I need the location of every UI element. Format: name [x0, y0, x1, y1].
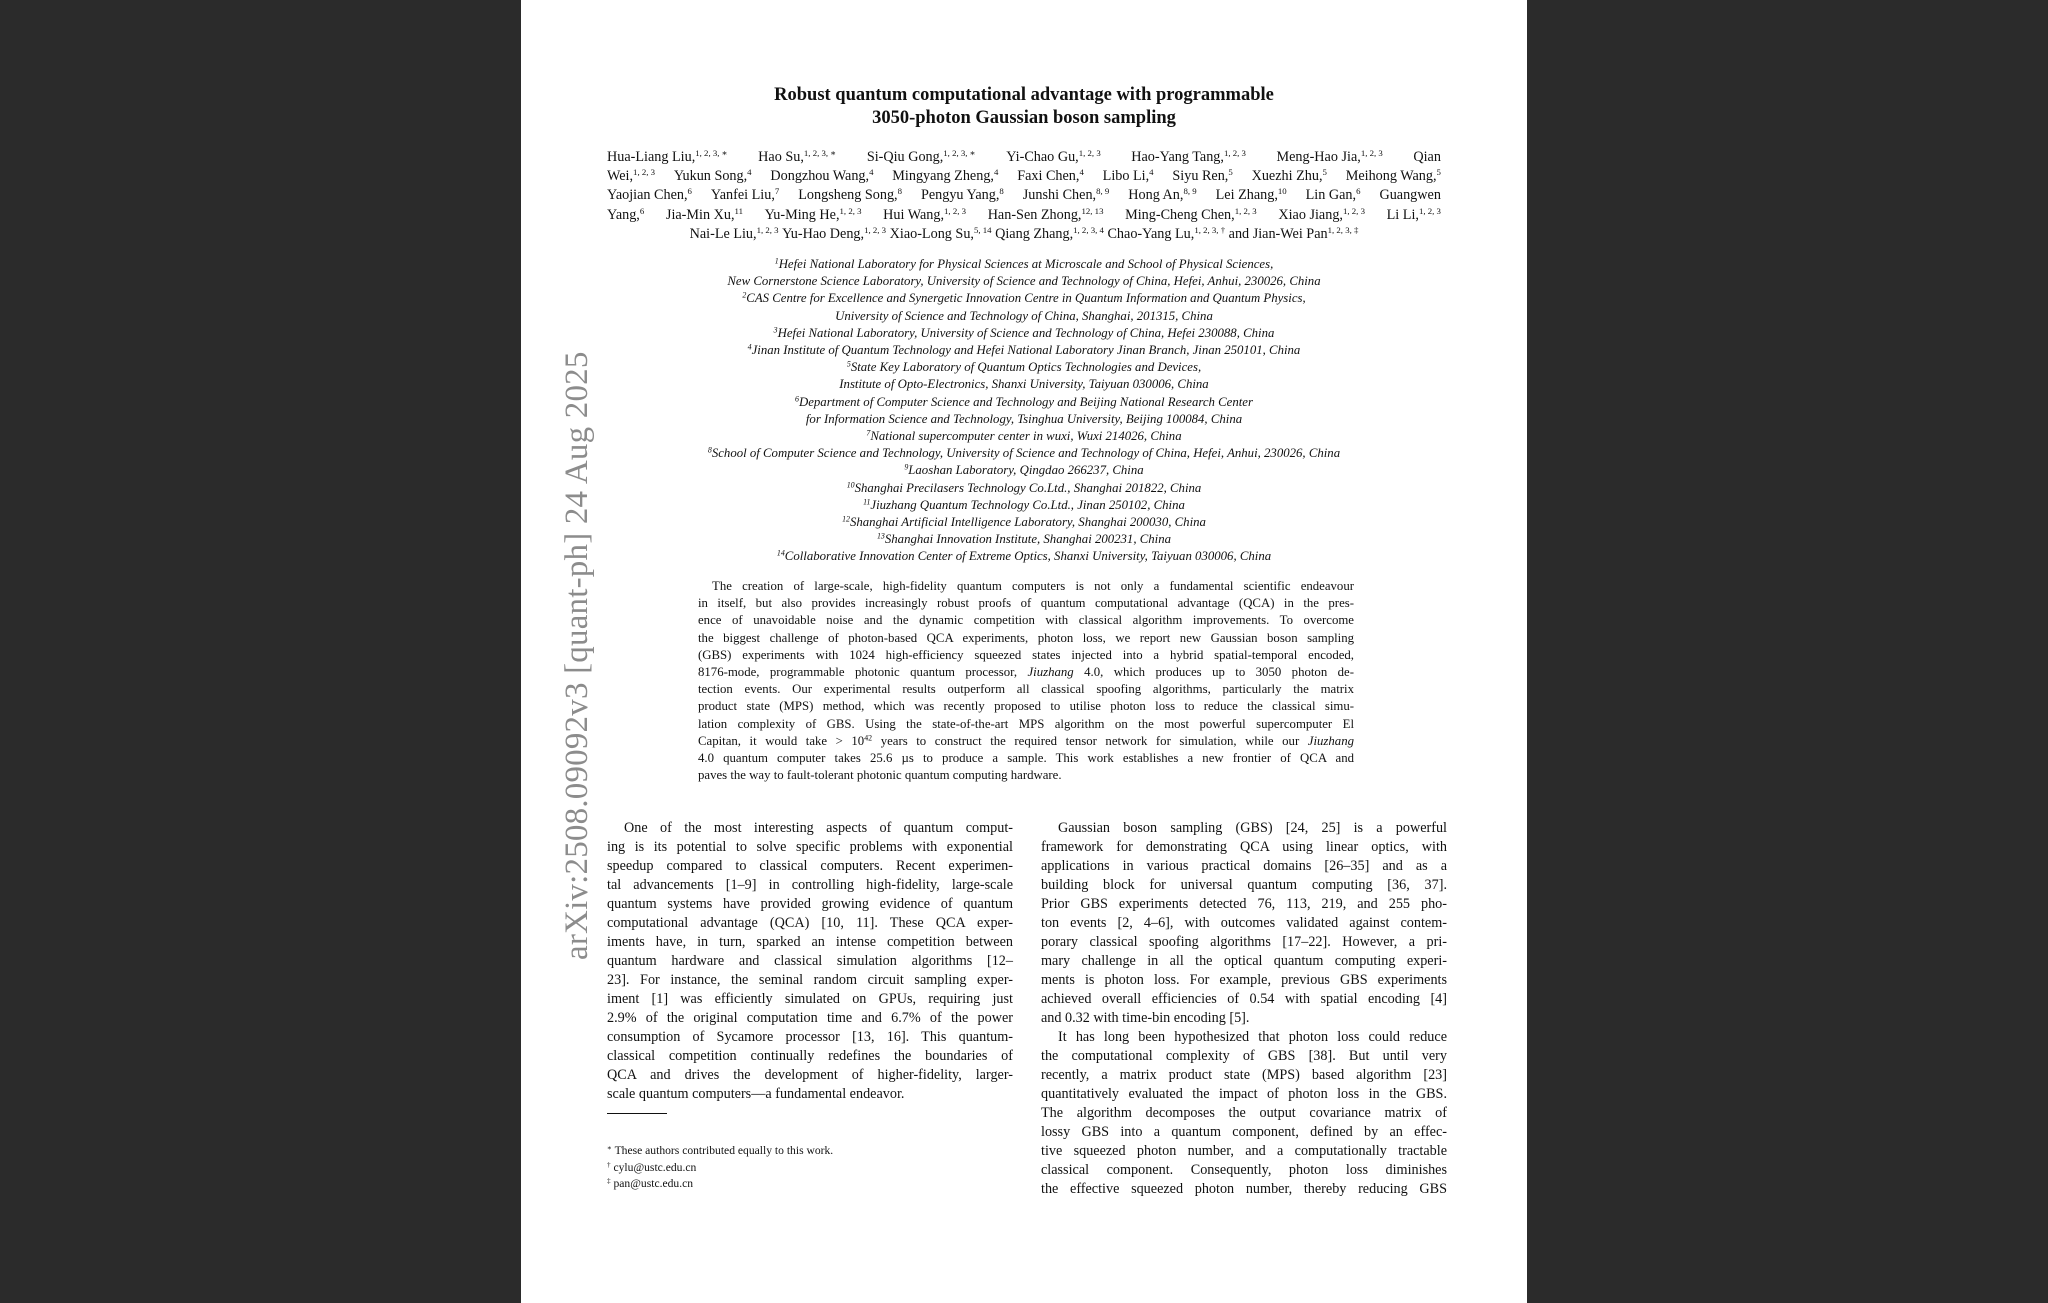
body-line: tal advancements [1–9] in controlling high-fidelity, large-scale: [607, 877, 1013, 893]
affiliation-line: $^{13}$Shanghai Innovation Institute, Shanghai 200231, China: [876, 531, 1172, 547]
footnote-equal-contribution: ∗ These authors contributed equally to this work.: [607, 1144, 834, 1157]
body-line: recently, a matrix product state (MPS) based algorithm [23]: [1041, 1067, 1447, 1083]
abstract-line: ence of unavoidable noise and the dynamic competition with classical algorithm improvements. To overcome: [698, 613, 1354, 628]
affiliation-line: $^9$Laoshan Laboratory, Qingdao 266237, China: [904, 463, 1144, 478]
affiliation-line: $^3$Hefei National Laboratory, University of Science and Technology of China, Hefei 230088, China: [773, 325, 1275, 340]
abstract-line: 8176-mode, programmable photonic quantum processor, Jiuzhang 4.0, which produces up to 3050 photon de-: [698, 665, 1354, 680]
body-line: applications in various practical domains [26–35] and as a: [1041, 858, 1447, 874]
abstract-line: 4.0 quantum computer takes 25.6 µs to produce a sample. This work establishes a new frontier of QCA and: [698, 751, 1354, 766]
body-line: building block for universal quantum computing [36, 37].: [1041, 877, 1447, 893]
body-line: QCA and drives the development of higher-fidelity, larger-: [607, 1067, 1013, 1083]
body-line: porary classical spoofing algorithms [17–22]. However, a pri-: [1041, 934, 1447, 950]
abstract: [698, 578, 1354, 784]
body-line: 23]. For instance, the seminal random circuit sampling exper-: [607, 972, 1013, 988]
body-line: lossy GBS into a quantum component, defined by an effec-: [1041, 1124, 1447, 1140]
abstract-line: (GBS) experiments with 1024 high-efficiency squeezed states injected into a hybrid spatial-temporal encoded,: [698, 647, 1354, 662]
affiliation-line: $^{14}$Collaborative Innovation Center of Extreme Optics, Shanxi University, Taiyuan 030006, China: [776, 549, 1272, 564]
body-line: quantum systems have provided growing evidence of quantum: [607, 896, 1013, 912]
title-line: 3050-photon Gaussian boson sampling: [872, 108, 1176, 128]
affiliation-line: $^1$Hefei National Laboratory for Physical Sciences at Microscale and School of Physical Sciences,: [774, 256, 1274, 271]
affiliation-line: $^8$School of Computer Science and Technology, University of Science and Technology of China, Hefei, Anhui, 230026, China: [707, 445, 1341, 461]
affiliation-line: $^4$Jinan Institute of Quantum Technology and Hefei National Laboratory Jinan Branch, Jinan 250101, China: [747, 342, 1301, 358]
body-line: iments have, in turn, sparked an intense competition between: [607, 934, 1013, 950]
affiliation-line: $^7$National supercomputer center in wuxi, Wuxi 214026, China: [866, 428, 1182, 444]
body-line: classical competition continually redefines the boundaries of: [607, 1048, 1013, 1064]
affiliation-line: for Information Science and Technology, Tsinghua University, Beijing 100084, China: [805, 411, 1243, 426]
body-line: Gaussian boson sampling (GBS) [24, 25] is a powerful: [1058, 820, 1447, 836]
abstract-line: paves the way to fault-tolerant photonic quantum computing hardware.: [698, 768, 1062, 783]
body-line: quantitatively evaluated the impact of photon loss in the GBS.: [1041, 1086, 1447, 1102]
author-line: Nai-Le Liu,$^{1, 2, 3}$ Yu-Hao Deng,$^{1, 2, 3}$ Xiao-Long Su,$^{5, 14}$ Qiang Zhang,$^{1, 2, 3, 4}$ Chao-Yang Lu,$^{1, 2, 3, \dagger}$ and Jian-Wei Pan$^{1, 2, 3, \ddagger}$: [689, 224, 1359, 242]
body-line: The algorithm decomposes the output covariance matrix of: [1041, 1105, 1447, 1121]
affiliation-list: [521, 256, 1527, 566]
author-list: [607, 148, 1441, 244]
body-line: One of the most interesting aspects of quantum comput-: [624, 820, 1013, 836]
body-line: and 0.32 with time-bin encoding [5].: [1041, 1010, 1250, 1026]
footnotes: [607, 1143, 833, 1193]
body-column-left: [607, 819, 1013, 1104]
body-line: tive squeezed photon number, and a computationally tractable: [1041, 1143, 1447, 1159]
author-line: Wei,$^{1, 2, 3}$ Yukun Song,$^4$ Dongzhou Wang,$^4$ Mingyang Zheng,$^4$ Faxi Chen,$^4$ Libo Li,$^4$ Siyu Ren,$^5$ Xuezhi Zhu,$^5$ Meihong Wang,$^5$: [607, 167, 1441, 185]
paper-page: [521, 0, 1527, 1303]
body-line: consumption of Sycamore processor [13, 16]. This quantum-: [607, 1029, 1013, 1045]
abstract-line: The creation of large-scale, high-fidelity quantum computers is not only a fundamental scientific endeavour: [712, 579, 1354, 593]
title-line: Robust quantum computational advantage with programmable: [774, 85, 1274, 105]
author-line: Yang,$^6$ Jia-Min Xu,$^{11}$ Yu-Ming He,$^{1, 2, 3}$ Hui Wang,$^{1, 2, 3}$ Han-Sen Zhong,$^{12, 13}$ Ming-Cheng Chen,$^{1, 2, 3}$ Xiao Jiang,$^{1, 2, 3}$ Li Li,$^{1, 2, 3}$: [607, 205, 1441, 223]
body-line: 2.9% of the original computation time and 6.7% of the power: [607, 1010, 1013, 1026]
abstract-line: product state (MPS) method, which was recently proposed to utilise photon loss to reduce the classical simu-: [698, 699, 1354, 714]
body-line: the effective squeezed photon number, thereby reducing GBS: [1041, 1181, 1447, 1197]
body-line: ing is its potential to solve specific problems with exponential: [607, 839, 1013, 855]
affiliation-line: Institute of Opto-Electronics, Shanxi University, Taiyuan 030006, China: [839, 377, 1209, 392]
paper-title: [521, 84, 1527, 130]
body-line: the computational complexity of GBS [38]. But until very: [1041, 1048, 1447, 1064]
body-line: It has long been hypothesized that photon loss could reduce: [1058, 1029, 1447, 1045]
body-line: ton events [2, 4–6], with outcomes validated against contem-: [1041, 915, 1447, 931]
body-line: quantum hardware and classical simulation algorithms [12–: [607, 953, 1013, 969]
affiliation-line: $^{10}$Shanghai Precilasers Technology Co.Ltd., Shanghai 201822, China: [846, 480, 1202, 495]
body-line: mary challenge in all the optical quantum computing experi-: [1041, 953, 1447, 969]
abstract-line: the biggest challenge of photon-based QCA experiments, photon loss, we report new Gaussian boson sampling: [698, 630, 1354, 645]
body-column-right: [1041, 819, 1447, 1199]
body-line: achieved overall efficiencies of 0.54 with spatial encoding [4]: [1041, 991, 1447, 1007]
arxiv-identifier-stamp: arXiv:2508.09092v3 [quant-ph] 24 Aug 2025: [559, 351, 595, 960]
affiliation-line: $^6$Department of Computer Science and Technology and Beijing National Research Center: [795, 394, 1253, 409]
body-line: ments is photon loss. For example, previous GBS experiments: [1041, 972, 1447, 988]
affiliation-line: $^{12}$Shanghai Artificial Intelligence Laboratory, Shanghai 200030, China: [842, 514, 1206, 530]
author-line: Yaojian Chen,$^6$ Yanfei Liu,$^7$ Longsheng Song,$^8$ Pengyu Yang,$^8$ Junshi Chen,$^{8, 9}$ Hong An,$^{8, 9}$ Lei Zhang,$^{10}$ Lin Gan,$^6$ Guangwen: [607, 186, 1441, 204]
affiliation-line: University of Science and Technology of China, Shanghai, 201315, China: [835, 308, 1213, 323]
body-line: scale quantum computers—a fundamental endeavor.: [607, 1086, 905, 1102]
author-line: Hua-Liang Liu,$^{1, 2, 3, ∗}$ Hao Su,$^{1, 2, 3, ∗}$ Si-Qiu Gong,$^{1, 2, 3, ∗}$ Yi-Chao Gu,$^{1, 2, 3}$ Hao-Yang Tang,$^{1, 2, 3}$ Meng-Hao Jia,$^{1, 2, 3}$ Qian: [607, 148, 1441, 165]
body-line: framework for demonstrating QCA using linear optics, with: [1041, 839, 1447, 855]
affiliation-line: $^{11}$Jiuzhang Quantum Technology Co.Ltd., Jinan 250102, China: [863, 497, 1185, 512]
abstract-line: Capitan, it would take > $10^{42}$ years to construct the required tensor network for simulation, while our Jiuzhang: [698, 733, 1354, 748]
body-line: speedup compared to classical computers. Recent experimen-: [607, 858, 1013, 874]
body-line: computational advantage (QCA) [10, 11]. These QCA exper-: [607, 915, 1013, 931]
body-line: Prior GBS experiments detected 76, 113, 219, and 255 pho-: [1041, 896, 1447, 912]
abstract-line: in itself, but also provides increasingly robust proofs of quantum computational advantage (QCA) in the pres-: [698, 596, 1354, 611]
footnote-email-pan[interactable]: ‡ pan@ustc.edu.cn: [607, 1177, 694, 1190]
body-line: iment [1] was efficiently simulated on GPUs, requiring just: [607, 991, 1013, 1007]
affiliation-line: New Cornerstone Science Laboratory, University of Science and Technology of China, Hefei, Anhui, 230026, China: [727, 274, 1321, 289]
abstract-line: lation complexity of GBS. Using the state-of-the-art MPS algorithm on the most powerful supercomputer El: [698, 716, 1354, 731]
affiliation-line: $^5$State Key Laboratory of Quantum Optics Technologies and Devices,: [846, 359, 1202, 375]
abstract-line: tection events. Our experimental results outperform all classical spoofing algorithms, particularly the matrix: [698, 682, 1354, 697]
body-line: classical component. Consequently, photon loss diminishes: [1041, 1162, 1447, 1178]
footnote-email-cylu[interactable]: † cylu@ustc.edu.cn: [607, 1160, 697, 1174]
affiliation-line: $^2$CAS Centre for Excellence and Synergetic Innovation Centre in Quantum Information and Quantum Physics,: [742, 291, 1306, 306]
footnote-rule: [607, 1113, 667, 1114]
